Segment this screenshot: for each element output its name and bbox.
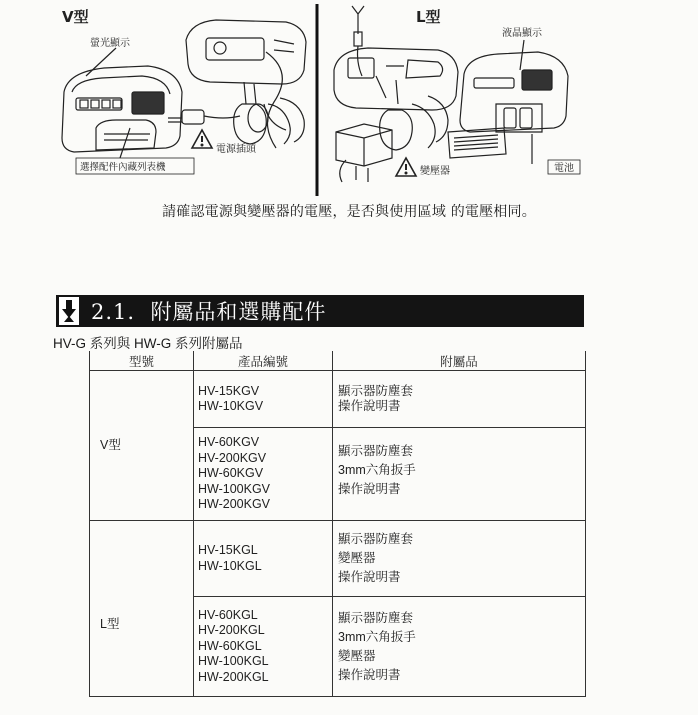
table-row <box>90 371 586 428</box>
v-type-heading: V型 <box>62 8 89 26</box>
table-subtitle: HV-G 系列與 HW-G 系列附屬品 <box>53 336 243 351</box>
col-header-accessories: 附屬品 <box>333 351 586 371</box>
accessories-cell: 顯示器防塵套 3mm六角扳手 變壓器 操作說明書 <box>333 597 586 697</box>
lcd-display-label: 液晶顯示 <box>502 28 542 39</box>
col-header-product-no: 產品編號 <box>194 351 333 371</box>
fluorescent-display-label: 螢光顯示 <box>90 38 130 49</box>
type-cell-l: L型 <box>90 521 194 697</box>
section-number: 2.1. <box>91 300 136 324</box>
down-arrow-icon <box>59 297 79 325</box>
battery-label: 電池 <box>554 163 574 174</box>
accessories-cell: 顯示器防塵套 變壓器 操作說明書 <box>333 521 586 597</box>
col-header-type: 型號 <box>90 351 194 371</box>
optional-printer-label: 選擇配件內藏列表機 <box>80 162 166 173</box>
accessories-table <box>89 351 586 697</box>
product-no-cell: HV-15KGV HW-10KGV <box>194 371 333 428</box>
transformer-label: 變壓器 <box>420 166 450 177</box>
type-cell-v: V型 <box>90 371 194 521</box>
section-header <box>56 295 584 327</box>
table-row <box>90 521 586 597</box>
section-title <box>91 296 326 326</box>
product-no-cell: HV-60KGV HV-200KGV HW-60KGV HW-100KGV HW-200KGV <box>194 428 333 521</box>
l-type-illustration <box>334 6 580 182</box>
product-no-cell: HV-15KGL HW-10KGL <box>194 521 333 597</box>
voltage-caption: 請確認電源與變壓器的電壓，是否與使用區域 的電壓相同。 <box>162 204 536 220</box>
illustration <box>56 0 584 200</box>
accessories-cell: 顯示器防塵套 3mm六角扳手 操作說明書 <box>333 428 586 521</box>
section-title-text: 附屬品和選購配件 <box>150 300 327 324</box>
accessories-cell: 顯示器防塵套 操作說明書 <box>333 371 586 428</box>
power-plug-label: 電源插頭 <box>216 144 256 155</box>
l-type-heading: L型 <box>416 8 441 26</box>
product-no-cell: HV-60KGL HV-200KGL HW-60KGL HW-100KGL HW-200KGL <box>194 597 333 697</box>
